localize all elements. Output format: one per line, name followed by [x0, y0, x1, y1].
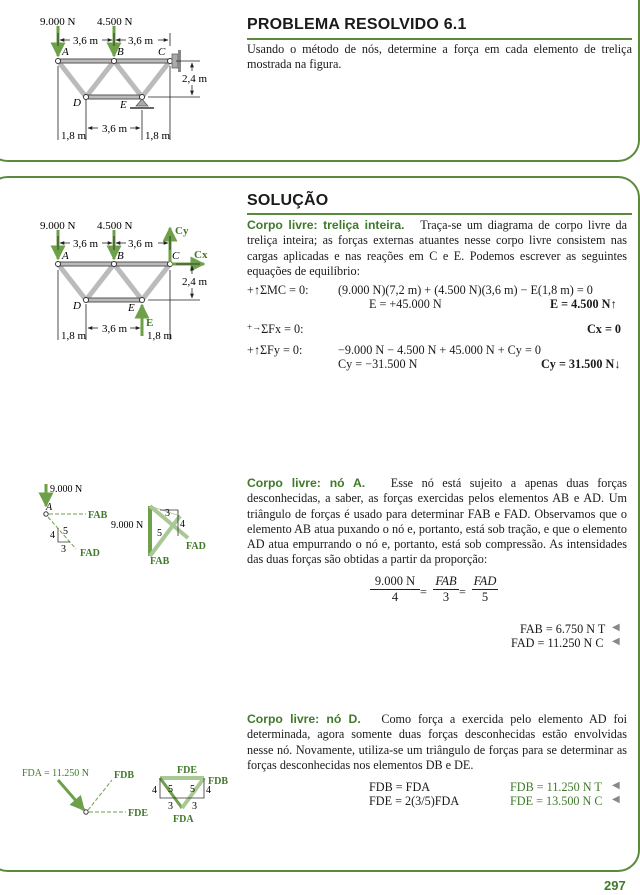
dim-ab: 3,6 m	[73, 238, 99, 250]
slope-5: 5	[63, 526, 68, 537]
node-d-figure	[0, 760, 245, 830]
eq1-label: +↑ΣMC = 0:	[247, 283, 309, 297]
tri-5: 5	[157, 528, 162, 539]
slope-3: 3	[61, 544, 66, 555]
node-d-text: Como força a exercida pelo elemento AD foi determinada, agora somente duas forças desconhecidas estão envolvidas nesse nó. Novamente, utiliza-se um triângulo de forças para se determinar as forças desconhecidas nos elementos DB e DE.	[247, 712, 628, 772]
dim-right: 1,8 m	[145, 130, 171, 142]
tri-fde-label: FDE	[177, 765, 197, 776]
node-b-label: B	[117, 250, 124, 262]
slope-4: 4	[50, 530, 55, 541]
problem-statement: Usando o método de nós, determine a força em cada elemento de treliça mostrada na figura.	[247, 42, 632, 72]
equals-2: =	[459, 585, 466, 599]
tri-3: 3	[165, 508, 170, 519]
tri-fad-label: FAD	[186, 541, 206, 552]
fab-label: FAB	[88, 510, 108, 521]
eq3-label: +↑ΣFy = 0:	[247, 343, 303, 357]
cx-label: Cx	[194, 249, 208, 261]
tri-4a: 4	[152, 785, 157, 796]
dim-bc: 3,6 m	[128, 238, 154, 250]
tri-fab-label: FAB	[150, 556, 170, 567]
problem-title-rule	[247, 38, 632, 40]
node-a-label: A	[46, 502, 53, 513]
load-label: 9.000 N	[50, 484, 83, 495]
dim-ab: 3,6 m	[73, 35, 99, 47]
node-d-label: D	[73, 300, 81, 312]
tri-5b: 5	[190, 784, 195, 795]
node-a-label: A	[62, 250, 69, 262]
load-a-label: 9.000 N	[40, 220, 76, 232]
node-a-text: Esse nó está sujeito a apenas duas forças desconhecidas, a saber, as forças exercidas pelos elementos AB e AD. Um triângulo de forças é usado para determinar FAB e FAD. Observamos que o elemento AB atua puxando o nó e, portanto, está sob tração, e que o elemento AD atua empurrando o nó e, portanto, está sob compressão. As intensidades das duas forças são obtidas a partir da proporção:	[247, 476, 628, 567]
equals-1: =	[420, 585, 427, 599]
node-a-label: A	[62, 46, 69, 58]
node-d-result-2: FDE = 13.500 N C	[510, 794, 603, 808]
truss-free-body-figure	[0, 218, 245, 348]
eq3-result: Cy = 31.500 N↓	[541, 357, 621, 371]
dim-bc: 3,6 m	[128, 35, 154, 47]
fda-arrow	[58, 780, 84, 810]
dim-h: 2,4 m	[182, 73, 208, 85]
free-body-paragraph	[247, 218, 627, 279]
solution-title: SOLUÇÃO	[247, 192, 329, 209]
frac2: FAB 3	[433, 574, 459, 605]
tri-fdb-label: FDB	[208, 776, 228, 787]
node-e-label: E	[120, 99, 127, 111]
result-marker-2: ◀	[612, 636, 620, 647]
eq2-result: Cx = 0	[587, 322, 622, 336]
eq1-line1: (9.000 N)(7,2 m) + (4.500 N)(3,6 m) − E(1,8 m) = 0	[338, 283, 593, 297]
tri-4b: 4	[206, 785, 211, 796]
result-marker-3: ◀	[612, 780, 620, 791]
eq1-result: E = 4.500 N↑	[550, 297, 617, 311]
roller-support-e	[136, 99, 148, 106]
load-b-label: 4.500 N	[97, 220, 133, 232]
dim-mid: 3,6 m	[102, 123, 128, 135]
fdb-label: FDB	[114, 770, 134, 781]
node-d-label: D	[73, 97, 81, 109]
eq3-line2: Cy = −31.500 N	[338, 357, 418, 371]
solution-title-rule	[247, 213, 632, 215]
eq1-line2: E = +45.000 N	[369, 297, 442, 311]
free-body-head: Corpo livre: treliça inteira.	[247, 218, 405, 232]
frac3: FAD 5	[473, 574, 497, 604]
node-d-eq2: FDE = 2(3/5)FDA	[369, 794, 460, 808]
problem-title: PROBLEMA RESOLVIDO 6.1	[247, 16, 467, 33]
result-marker-4: ◀	[612, 794, 620, 805]
cy-label: Cy	[175, 225, 189, 237]
node-d-pin	[84, 810, 88, 814]
page-number: 297	[604, 878, 626, 893]
tri-load-label: 9.000 N	[111, 520, 144, 531]
node-c-label: C	[172, 250, 180, 262]
node-e-label: E	[128, 302, 135, 314]
fad-label: FAD	[80, 548, 100, 559]
node-a-result-2: FAD = 11.250 N C	[511, 636, 604, 650]
frac1: $\frac{9.000 N}{4}$	[370, 574, 420, 605]
tri-3b: 3	[192, 801, 197, 812]
e-force-label: E	[146, 317, 154, 329]
node-c-label: C	[158, 46, 166, 58]
tri-5a: 5	[168, 784, 173, 795]
dim-right: 1,8 m	[147, 330, 173, 342]
load-a-label: 9.000 N	[40, 16, 76, 28]
eq3-line1: −9.000 N − 4.500 N + 45.000 N + Cy = 0	[338, 343, 541, 357]
fda-label: FDA = 11.250 N	[22, 768, 89, 779]
dim-h: 2,4 m	[182, 276, 208, 288]
fdb-dashed	[88, 780, 112, 810]
node-a-head: Corpo livre: nó A.	[247, 476, 366, 490]
node-b-label: B	[117, 46, 124, 58]
node-a-figure	[0, 476, 245, 576]
node-d-result-1: FDB = 11.250 N T	[510, 780, 602, 794]
dim-left: 1,8 m	[61, 130, 87, 142]
truss-figure	[0, 0, 245, 160]
node-a-paragraph	[247, 476, 627, 568]
load-b-label: 4.500 N	[97, 16, 133, 28]
tri-4: 4	[180, 519, 185, 530]
node-a-result-1: FAB = 6.750 N T	[520, 622, 606, 636]
tri-fda-label: FDA	[173, 814, 194, 825]
node-d-head: Corpo livre: nó D.	[247, 712, 361, 726]
node-d-eq1: FDB = FDA	[369, 780, 431, 794]
tri-fab	[150, 516, 180, 556]
free-body-text: Traça-se um diagrama de corpo livre da treliça inteira; as forças externas atuantes nesse corpo livre consistem nas cargas aplicadas e nas reações em C e E. Podemos escrever as seguintes equações de equilíbrio:	[247, 218, 627, 278]
node-d-paragraph	[247, 712, 627, 773]
eq2-label: +→ΣFx = 0:	[247, 322, 304, 336]
tri-3a: 3	[168, 801, 173, 812]
fde-label: FDE	[128, 808, 148, 819]
dim-mid: 3,6 m	[102, 323, 128, 335]
dim-left: 1,8 m	[61, 330, 87, 342]
result-marker-1: ◀	[612, 622, 620, 633]
